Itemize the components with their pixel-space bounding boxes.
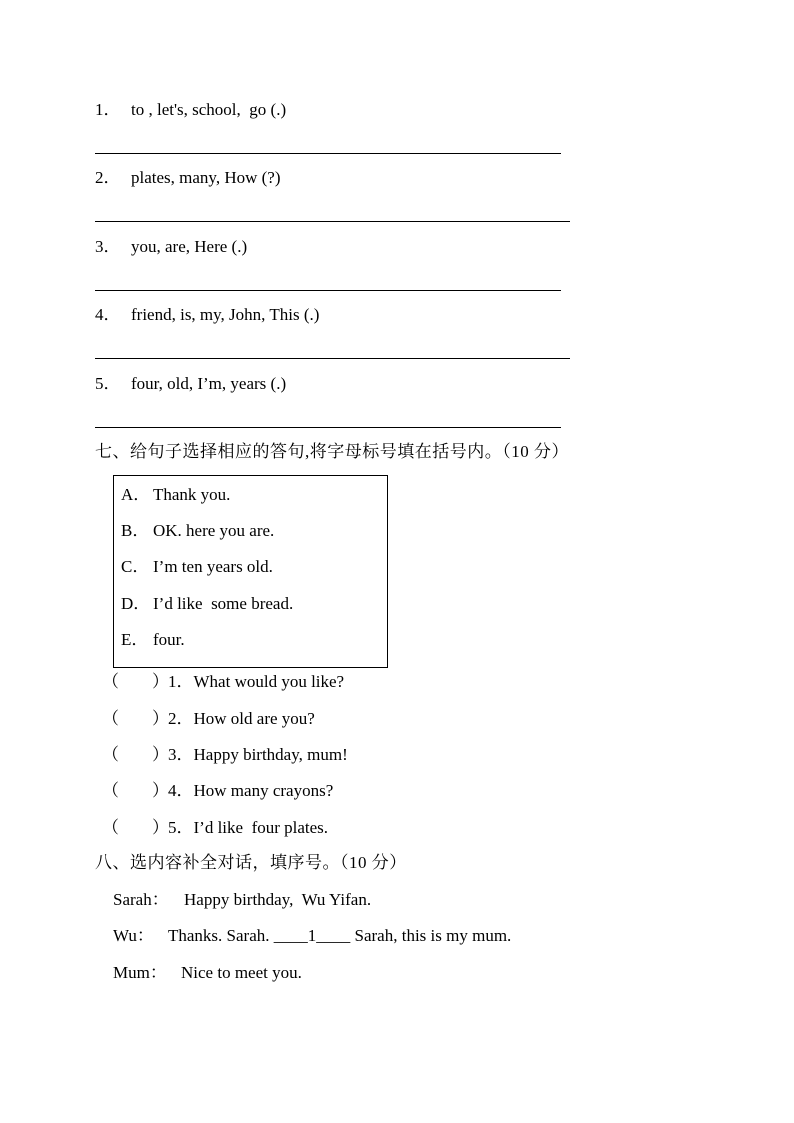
answer-bracket-close: ） (152, 781, 169, 800)
question-number: 4． (95, 305, 121, 324)
question-number: 2． (95, 168, 121, 187)
dialogue-blank[interactable]: ____1____ (273, 926, 351, 945)
question-words: friend, is, my, John, This (.) (131, 305, 320, 324)
speaker-sarah: Sarah： (113, 890, 169, 909)
question-text: 2．How old are you? (168, 709, 315, 728)
question-words: plates, many, How (?) (131, 168, 281, 187)
question-words: you, are, Here (.) (131, 237, 248, 256)
option-text: four. (153, 630, 185, 649)
option-text: OK. here you are. (153, 521, 275, 540)
section-heading: 七、给句子选择相应的答句,将字母标号填在括号内。（10 分） (95, 442, 569, 461)
answer-line[interactable] (95, 358, 570, 359)
answer-bracket-open[interactable]: （ (102, 745, 119, 764)
question-text: 4．How many crayons? (168, 781, 334, 800)
answer-bracket-open[interactable]: （ (102, 709, 119, 728)
answer-bracket-open[interactable]: （ (102, 672, 119, 691)
section-heading: 八、选内容补全对话，填序号。（10 分） (95, 853, 407, 872)
dialogue-line: Happy birthday, Wu Yifan. (184, 890, 372, 909)
answer-bracket-close: ） (152, 709, 169, 728)
question-words: to , let's, school, go (.) (131, 100, 287, 119)
answer-line[interactable] (95, 427, 561, 428)
dialogue-text-before: Thanks. Sarah. (168, 926, 274, 945)
answer-bracket-close: ） (152, 672, 169, 691)
option-letter: B． (121, 521, 150, 540)
option-text: Thank you. (153, 485, 231, 504)
speaker-wu: Wu： (113, 926, 154, 945)
option-letter: D． (121, 594, 151, 613)
answer-line[interactable] (95, 221, 570, 222)
question-text: 1．What would you like? (168, 672, 345, 691)
dialogue-line (168, 926, 511, 946)
dialogue-line: Nice to meet you. (181, 963, 302, 982)
dialogue-text-after: Sarah, this is my mum. (350, 926, 512, 945)
answer-bracket-open[interactable]: （ (102, 781, 119, 800)
answer-line[interactable] (95, 153, 561, 154)
answer-bracket-close: ） (152, 745, 169, 764)
option-letter: E． (121, 630, 149, 649)
answer-line[interactable] (95, 290, 561, 291)
answer-bracket-close: ） (152, 818, 169, 837)
question-number: 5． (95, 374, 121, 393)
question-text: 3．Happy birthday, mum! (168, 745, 348, 764)
option-letter: C． (121, 557, 150, 576)
answer-bracket-open[interactable]: （ (102, 818, 119, 837)
question-number: 1． (95, 100, 121, 119)
speaker-mum: Mum： (113, 963, 167, 982)
option-text: I’m ten years old. (153, 557, 273, 576)
question-text: 5．I’d like four plates. (168, 818, 329, 837)
question-number: 3． (95, 237, 121, 256)
option-letter: A． (121, 485, 151, 504)
option-text: I’d like some bread. (153, 594, 294, 613)
question-words: four, old, I’m, years (.) (131, 374, 287, 393)
